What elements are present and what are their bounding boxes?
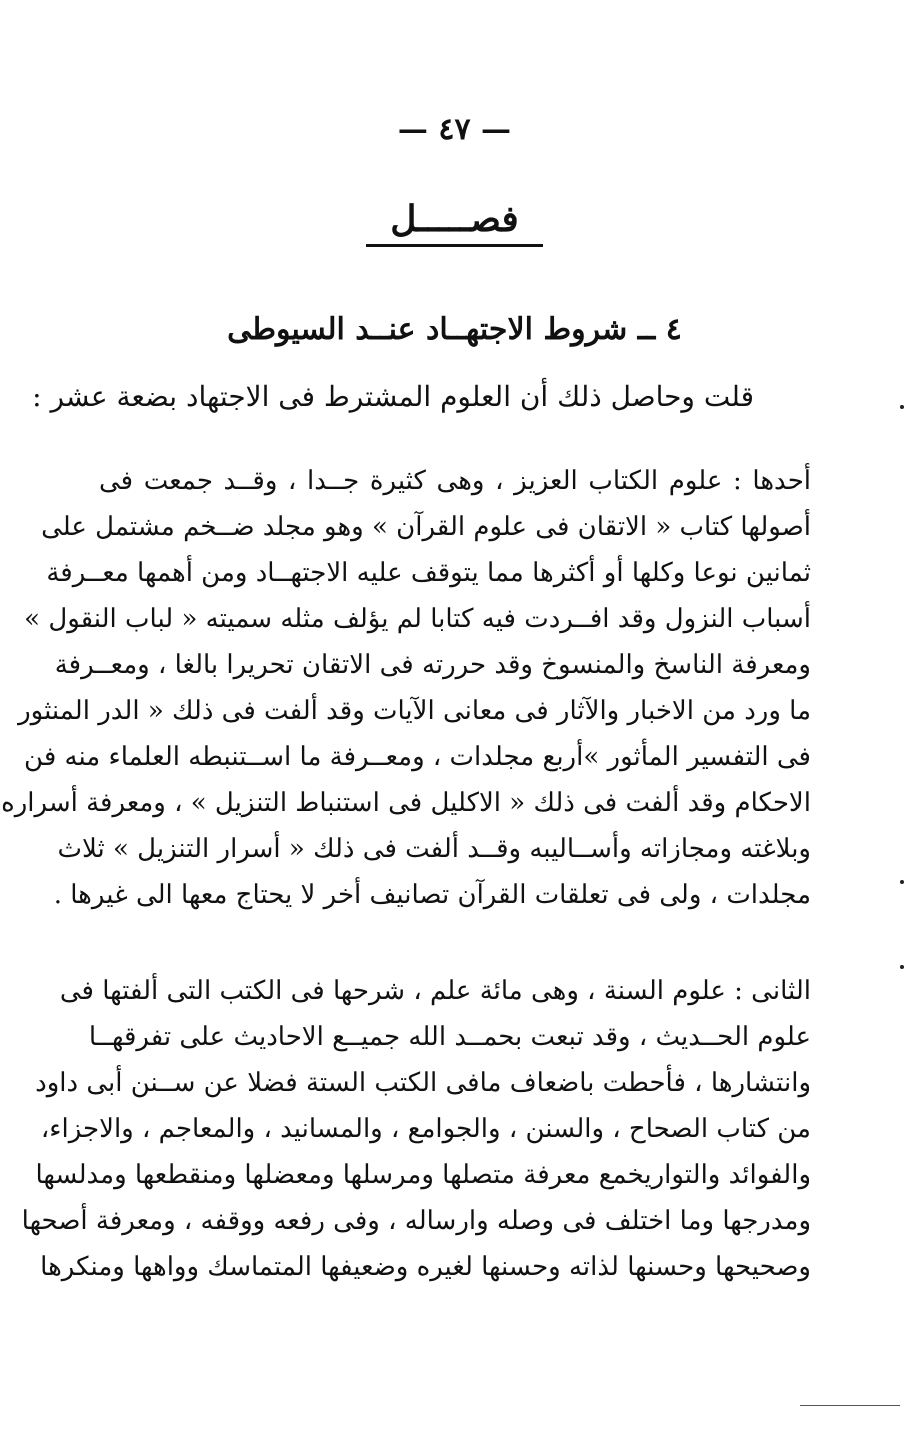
paragraph-line: والفوائد والتواريخمع معرفة متصلها ومرسلها ومعضلها ومنقطعها ومدلسها [35, 1160, 811, 1190]
paragraph-line: مجلدات ، ولى فى تعلقات القرآن تصانيف أخر لا يحتاج معها الى غيرها . [53, 880, 811, 910]
paragraph-line: فى التفسير المأثور »أربع مجلدات ، ومعــرفة ما اســتنبطه العلماء منه فن [24, 742, 811, 772]
section-heading-text: فصـــــل [366, 198, 542, 247]
page-number: — ٤٧ — [397, 112, 512, 147]
paragraph-line: ومدرجها وما اختلف فى وصله وارساله ، وفى رفعه ووقفه ، ومعرفة أصحها [21, 1206, 811, 1236]
paragraph-line: الاحكام وقد ألفت فى ذلك « الاكليل فى استنباط التنزيل » ، ومعرفة أسراره [1, 788, 811, 818]
margin-rule [800, 1405, 900, 1406]
paragraph-line: ومعرفة الناسخ والمنسوخ وقد حررته فى الاتقان تحريرا بالغا ، ومعــرفة [54, 650, 811, 680]
paragraph-line: ثمانين نوعا وكلها أو أكثرها مما يتوقف عليه الاجتهــاد ومن أهمها معــرفة [46, 558, 811, 588]
scan-speck [900, 405, 904, 409]
paragraph-line: وانتشارها ، فأحطت باضعاف مافى الكتب الستة فضلا عن ســنن أبى داود [35, 1068, 811, 1098]
intro-line: قلت وحاصل ذلك أن العلوم المشترط فى الاجتهاد بضعة عشر : [32, 380, 754, 413]
paragraph-line: علوم الحــديث ، وقد تبعت بحمــد الله جميــع الاحاديث على تفرقهــا [88, 1022, 811, 1052]
paragraph-line: وبلاغته ومجازاته وأســاليبه وقــد ألفت فى ذلك « أسرار التنزيل » ثلاث [57, 834, 811, 864]
paragraph-line: وصحيحها وحسنها لذاته وحسنها لغيره وضعيفها المتماسك وواهها ومنكرها [40, 1252, 811, 1282]
subheading: ٤ ــ شروط الاجتهــاد عنــد السيوطى [227, 312, 682, 347]
paragraph-first [1, 458, 811, 918]
paragraph-line: أحدها : علوم الكتاب العزيز ، وهى كثيرة جــدا ، وقــد جمعت فى [99, 466, 811, 496]
paragraph-line: من كتاب الصحاح ، والسنن ، والجوامع ، والمسانيد ، والمعاجم ، والاجزاء، [40, 1114, 811, 1144]
paragraph-line: أسباب النزول وقد افــردت فيه كتابا لم يؤلف مثله سميته « لباب النقول » [24, 604, 811, 634]
section-heading [0, 198, 909, 247]
scan-speck [900, 965, 904, 969]
paragraph-second [21, 968, 811, 1290]
scan-speck [900, 880, 904, 884]
paragraph-line: الثانى : علوم السنة ، وهى مائة علم ، شرحها فى الكتب التى ألفتها فى [59, 976, 811, 1006]
paragraph-line: ما ورد من الاخبار والآثار فى معانى الآيات وقد ألفت فى ذلك « الدر المنثور [18, 696, 811, 726]
paragraph-line: أصولها كتاب « الاتقان فى علوم القرآن » وهو مجلد ضــخم مشتمل على [41, 512, 811, 542]
